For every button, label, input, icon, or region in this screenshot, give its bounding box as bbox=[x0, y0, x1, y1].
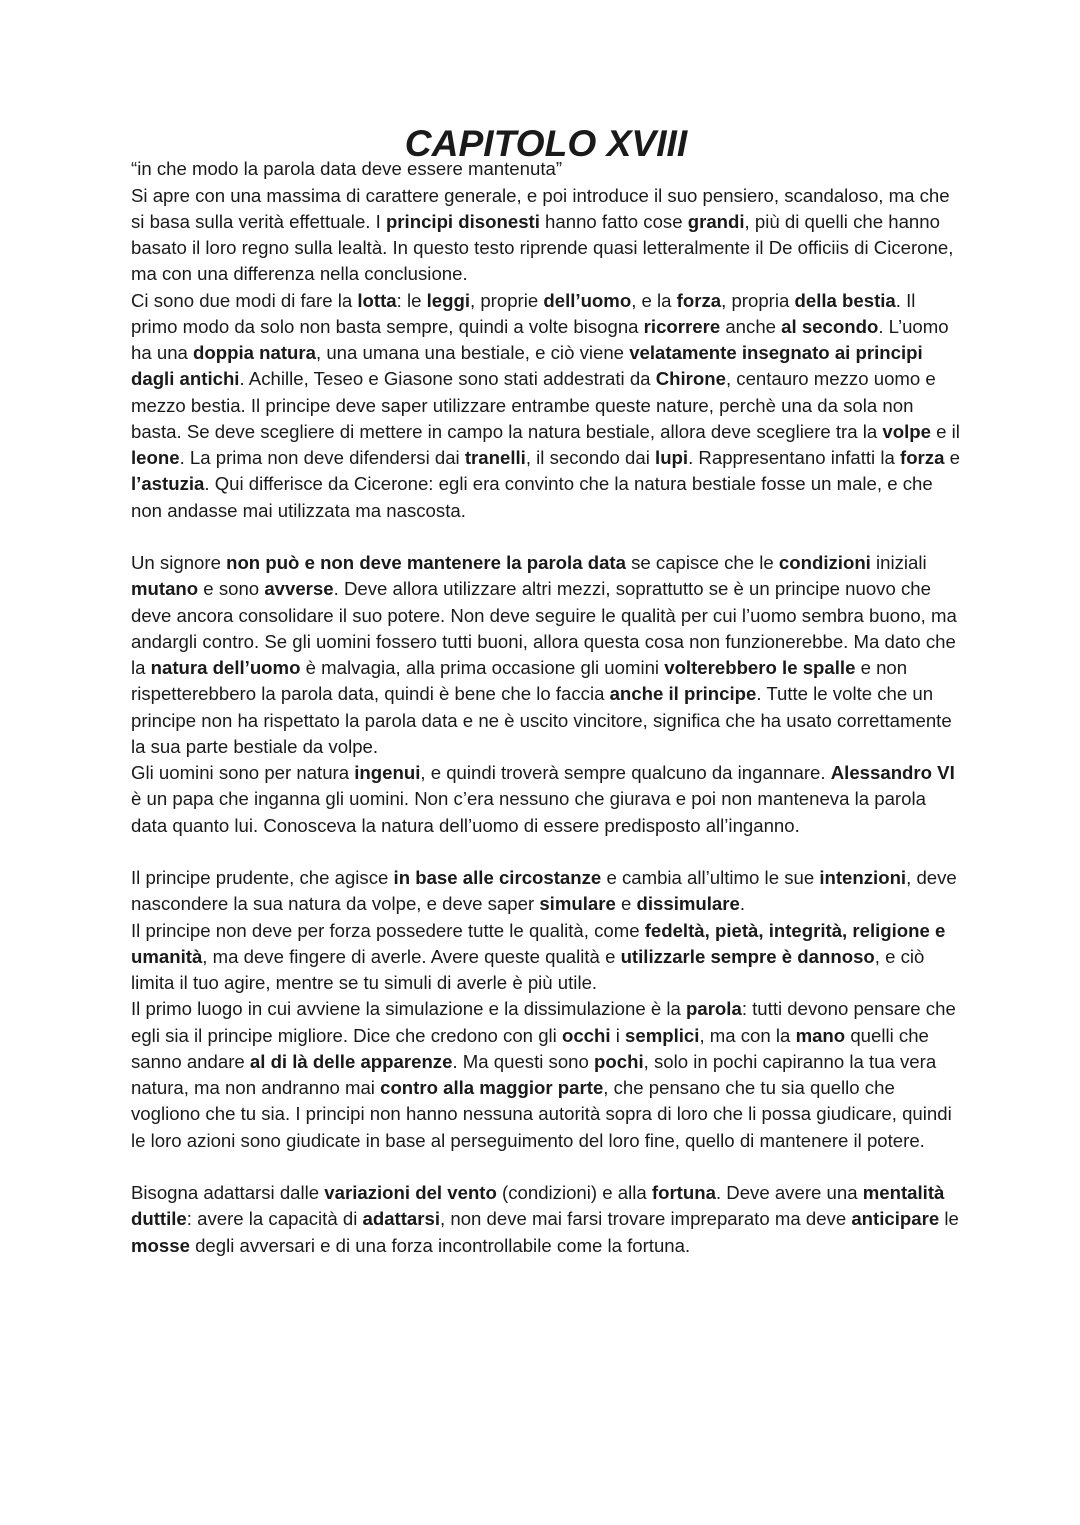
text-run: Si apre con una massima di carattere generale, e poi introduce il suo pensiero, scandaloso, ma che si basa sulla verità effettuale. I bbox=[131, 184, 950, 232]
bold-text: della bestia bbox=[794, 289, 896, 311]
document-page bbox=[131, 122, 961, 1259]
paragraph bbox=[131, 288, 961, 524]
text-run: i bbox=[610, 1024, 626, 1046]
bold-text: condizioni bbox=[778, 552, 871, 573]
text-run: le bbox=[939, 1208, 959, 1230]
text-run: Il primo luogo in cui avviene la simulazione e la dissimulazione è la bbox=[131, 998, 686, 1020]
bold-text: intenzioni bbox=[819, 867, 907, 888]
paragraph bbox=[131, 550, 961, 760]
bold-text: dissimulare bbox=[636, 893, 740, 915]
bold-text: leone bbox=[131, 447, 180, 468]
bold-text: doppia natura bbox=[193, 342, 316, 363]
text-run: . Qui differisce da Cicerone: egli era convinto che la natura bestiale fosse un male, e che non andasse mai utilizzata ma nascosta. bbox=[131, 473, 933, 521]
text-run: . Achille, Teseo e Giasone sono stati addestrati da bbox=[239, 368, 656, 390]
text-run: . Deve allora utilizzare altri mezzi, soprattutto se è un principe nuovo che deve ancora consolidare il suo potere. Non deve seguire le qualità per cui l’uomo sembra buono, ma andargli contro. Se gli uomini fossero tutti buoni, allora questa cosa non funzionerebbe. Ma dato che la bbox=[131, 578, 957, 678]
bold-text: Alessandro VI bbox=[830, 762, 955, 783]
text-run: , e la bbox=[631, 289, 677, 311]
text-run: . L’uomo ha una bbox=[131, 315, 949, 363]
text-run: e cambia all’ultimo le sue bbox=[601, 867, 820, 888]
bold-text: al di là delle apparenze bbox=[249, 1050, 453, 1072]
bold-text: l’astuzia bbox=[131, 473, 205, 495]
paragraph bbox=[131, 865, 961, 918]
text-run: , che pensano che tu sia quello che vogliono che tu sia. I principi non hanno nessuna autorità sopra di loro che li possa giudicare, quindi le loro azioni sono giudicate in base al perseguimento del loro fine, quello di mantenere il potere. bbox=[131, 1077, 952, 1151]
bold-text: mano bbox=[795, 1024, 846, 1046]
text-run: , deve nascondere la sua natura da volpe, e deve saper bbox=[131, 867, 957, 915]
text-run: e non rispetterebbero la parola data, quindi è bene che lo faccia bbox=[131, 657, 908, 705]
text-run: . Rappresentano infatti la bbox=[688, 447, 900, 468]
bold-text: semplici bbox=[625, 1024, 700, 1046]
bold-text: non può e non deve mantenere la parola data bbox=[226, 552, 626, 573]
chapter-title: CAPITOLO XVIII bbox=[404, 122, 688, 164]
bold-text: Chirone bbox=[655, 368, 726, 390]
text-run: : avere la capacità di bbox=[186, 1208, 363, 1230]
text-run: degli avversari e di una forza incontrollabile come la fortuna. bbox=[189, 1234, 691, 1256]
bold-text: volpe bbox=[882, 420, 931, 442]
text-run: , non deve mai farsi trovare impreparato ma deve bbox=[440, 1208, 852, 1230]
bold-text: fedeltà, pietà, integrità, religione e umanità bbox=[131, 919, 946, 967]
text-run: anche bbox=[720, 315, 782, 337]
bold-text: grandi bbox=[687, 210, 745, 232]
text-run: : tutti devono pensare che egli sia il principe migliore. Dice che credono con gli bbox=[131, 998, 956, 1046]
text-run: se capisce che le bbox=[625, 552, 779, 573]
text-run: e bbox=[615, 893, 637, 915]
bold-text: anche il principe bbox=[609, 683, 757, 705]
bold-text: pochi bbox=[594, 1050, 644, 1072]
bold-text: forza bbox=[900, 447, 945, 468]
text-run: , e ciò limita il tuo agire, mentre se tu simuli di averle è più utile. bbox=[131, 945, 925, 993]
bold-text: natura dell’uomo bbox=[150, 657, 301, 678]
text-run: “in che modo la parola data deve essere mantenuta” bbox=[131, 158, 563, 180]
bold-text: dell’uomo bbox=[543, 289, 632, 311]
bold-text: mentalità duttile bbox=[131, 1182, 945, 1230]
paragraph-gap bbox=[131, 524, 961, 550]
text-run: , solo in pochi capiranno la tua vera natura, ma non andranno mai bbox=[131, 1050, 937, 1098]
text-run: hanno fatto cose bbox=[539, 210, 688, 232]
bold-text: velatamente insegnato ai principi dagli antichi bbox=[131, 342, 923, 390]
text-run: , una umana una bestiale, e ciò viene bbox=[315, 342, 630, 363]
bold-text: leggi bbox=[426, 289, 470, 311]
bold-text: adattarsi bbox=[362, 1208, 441, 1230]
text-run: , più di quelli che hanno basato il loro regno sulla lealtà. In questo testo riprende quasi letteralmente il De officiis di Cicerone, ma con una differenza nella conclusione. bbox=[131, 210, 954, 285]
text-run: Il principe prudente, che agisce bbox=[131, 867, 394, 888]
bold-text: volterebbero le spalle bbox=[664, 657, 856, 678]
bold-text: forza bbox=[676, 289, 722, 311]
text-run: e bbox=[944, 447, 960, 468]
text-run: (condizioni) e alla bbox=[496, 1182, 652, 1203]
paragraph-gap bbox=[131, 1154, 961, 1180]
text-run: : le bbox=[396, 289, 427, 311]
text-run: , e quindi troverà sempre qualcuno da ingannare. bbox=[420, 762, 831, 783]
text-run: , il secondo dai bbox=[525, 447, 656, 468]
paragraph bbox=[131, 183, 961, 288]
bold-text: ricorrere bbox=[643, 315, 721, 337]
bold-text: variazioni del vento bbox=[324, 1182, 497, 1203]
bold-text: parola bbox=[686, 998, 742, 1020]
text-run: è un papa che inganna gli uomini. Non c’era nessuno che giurava e poi non manteneva la parola data quanto lui. Conosceva la natura dell’uomo di essere predisposto all’inganno. bbox=[131, 788, 926, 836]
text-run: , ma con la bbox=[699, 1024, 796, 1046]
paragraph bbox=[131, 996, 961, 1154]
bold-text: in base alle circostanze bbox=[393, 867, 602, 888]
bold-text: utilizzarle sempre è dannoso bbox=[620, 945, 875, 967]
bold-text: fortuna bbox=[651, 1182, 716, 1203]
paragraph-gap bbox=[131, 839, 961, 865]
text-run: Ci sono due modi di fare la bbox=[131, 289, 358, 311]
bold-text: occhi bbox=[561, 1024, 611, 1046]
text-run: . Ma questi sono bbox=[452, 1050, 595, 1072]
document-body bbox=[131, 156, 961, 1259]
text-run: è malvagia, alla prima occasione gli uomini bbox=[300, 657, 665, 678]
paragraph bbox=[131, 760, 961, 839]
text-run: , centauro mezzo uomo e mezzo bestia. Il principe deve saper utilizzare entrambe queste nature, perchè una da sola non basta. Se deve scegliere di mettere in campo la natura bestiale, allora deve scegliere tra la bbox=[131, 368, 936, 442]
text-run: Bisogna adattarsi dalle bbox=[131, 1182, 325, 1203]
text-run: . La prima non deve difendersi dai bbox=[179, 447, 465, 468]
bold-text: lotta bbox=[357, 289, 397, 311]
bold-text: ingenui bbox=[354, 762, 421, 783]
bold-text: anticipare bbox=[851, 1208, 940, 1230]
bold-text: principi disonesti bbox=[385, 210, 540, 232]
text-run: . Tutte le volte che un principe non ha rispettato la parola data e ne è uscito vincitore, significa che ha usato correttamente la sua parte bestiale da volpe. bbox=[131, 683, 952, 757]
bold-text: simulare bbox=[539, 893, 616, 915]
text-run: , proprie bbox=[469, 289, 544, 311]
text-run: quelli che sanno andare bbox=[131, 1024, 929, 1072]
text-run: . Il primo modo da solo non basta sempre, quindi a volte bisogna bbox=[131, 289, 916, 337]
bold-text: mosse bbox=[131, 1234, 190, 1256]
text-run: iniziali bbox=[870, 552, 927, 573]
text-run: Il principe non deve per forza possedere tutte le qualità, come bbox=[131, 919, 645, 941]
bold-text: avverse bbox=[264, 578, 334, 600]
text-run: e sono bbox=[198, 578, 265, 600]
text-run: Un signore bbox=[131, 552, 227, 573]
text-run: , propria bbox=[721, 289, 795, 311]
text-run: Gli uomini sono per natura bbox=[131, 762, 355, 783]
bold-text: al secondo bbox=[781, 315, 879, 337]
text-run: . bbox=[739, 893, 746, 915]
bold-text: tranelli bbox=[464, 447, 526, 468]
text-run: , ma deve fingere di averle. Avere queste qualità e bbox=[202, 945, 621, 967]
paragraph bbox=[131, 1180, 961, 1259]
text-run: . Deve avere una bbox=[715, 1182, 863, 1203]
paragraph bbox=[131, 918, 961, 997]
text-run: e il bbox=[930, 420, 960, 442]
paragraph bbox=[131, 156, 961, 182]
bold-text: lupi bbox=[655, 447, 689, 468]
bold-text: mutano bbox=[131, 578, 199, 600]
bold-text: contro alla maggior parte bbox=[380, 1077, 604, 1098]
